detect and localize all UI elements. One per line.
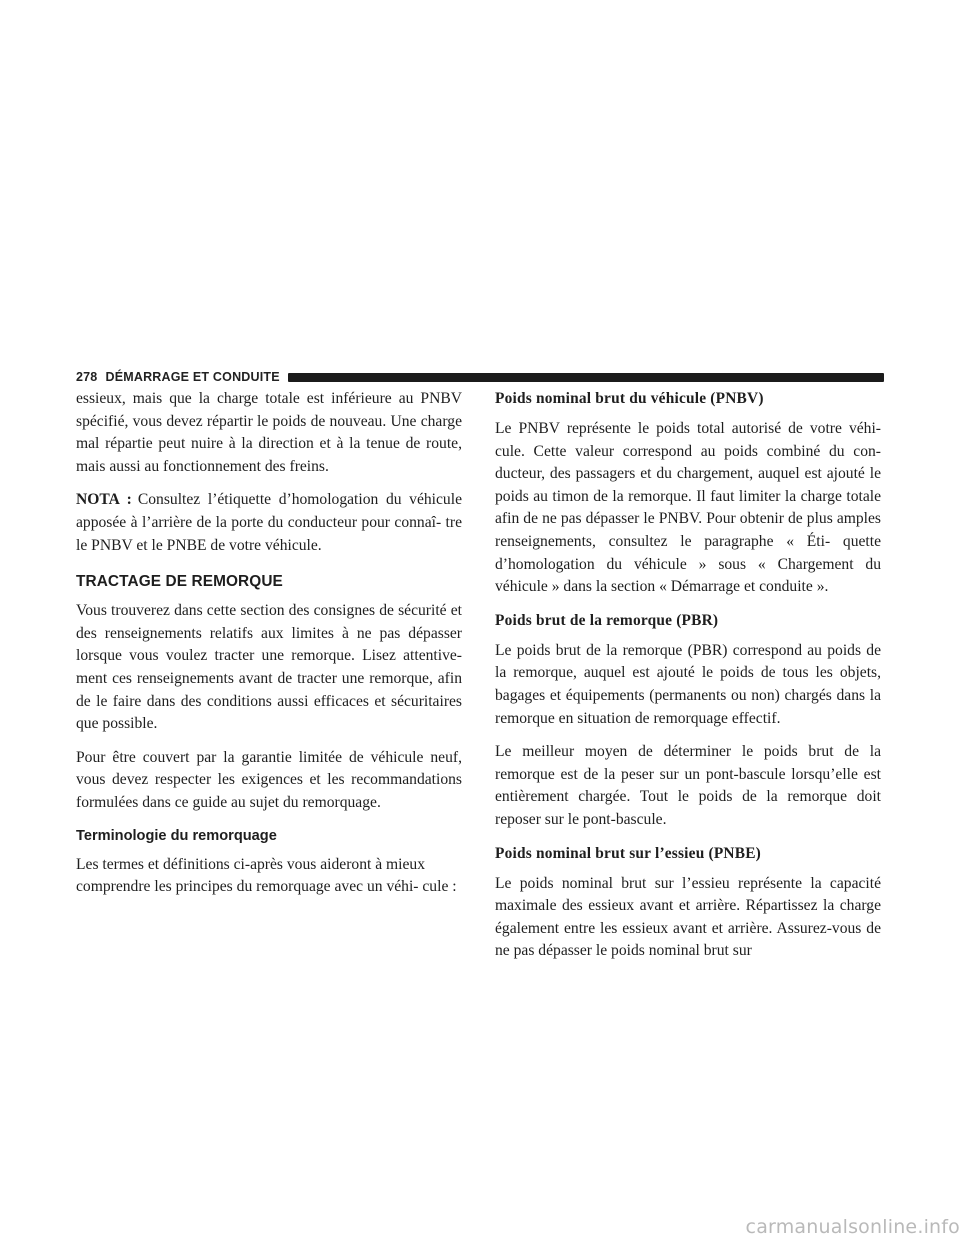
watermark: carmanualsonline.info [745, 1216, 960, 1238]
paragraph-pnbv: Le PNBV représente le poids total autorisé de votre véhi- cule. Cette valeur correspond au poids combiné du con- ducteur, des passagers et du chargement, auquel est ajouté le poids au timon de la remorque. Il faut limiter la charge totale afin de ne pas dépasser le PNBV. Pour obtenir de plus amples renseignements, consultez le paragraphe « Éti- quette d’homologation du véhicule » sous « Chargement du véhicule » dans la section « Démarrage et conduite ». [495, 420, 881, 596]
page-number: 278 [76, 370, 98, 384]
note-text: Consultez l’étiquette d’homologation du véhicule apposée à l’arrière de la porte du conducteur pour connaî- tre le PNBV et le PNBE de votre véhicule. [76, 491, 462, 554]
paragraph-warranty: Pour être couvert par la garantie limitée de véhicule neuf, vous devez respecter les exigences et les recommandations formulées dans ce guide au sujet du remorquage. [76, 748, 462, 811]
left-column [76, 388, 462, 910]
subheading-terminology: Terminologie du remorquage [76, 827, 277, 844]
right-column [495, 388, 881, 974]
paragraph-towing-intro: Vous trouverez dans cette section des consignes de sécurité et des renseignements relatifs aux limites à ne pas dépasser lorsque vous voulez tracter une remorque. Lisez attentive- ment ces renseignements avant de tracter une remorque, afin de le faire dans des conditions aussi efficaces et sécuritaires que possible. [76, 602, 462, 733]
page-header [76, 368, 884, 386]
heading-pnbe: Poids nominal brut sur l’essieu (PNBE) [495, 844, 761, 862]
paragraph-pbr-definition: Le poids brut de la remorque (PBR) correspond au poids de la remorque, auquel est ajouté le poids de tous les objets, bagages et équipements (permanents ou non) chargés dans la remorque en situation de remorquage effectif. [495, 641, 881, 727]
heading-trailer-towing: TRACTAGE DE REMORQUE [76, 573, 283, 591]
header-rule [288, 373, 884, 382]
paragraph-terminology-intro: Les termes et définitions ci-après vous aideront à mieux comprendre les principes du remorquage avec un véhi- cule : [76, 855, 457, 896]
note-paragraph [76, 489, 462, 557]
paragraph-pnbe: Le poids nominal brut sur l’essieu représente la capacité maximale des essieux avant et arrière. Répartissez la charge également entre les essieux avant et arrière. Assurez-vous de ne pas dépasser le poids nominal brut sur [495, 874, 881, 960]
paragraph-weight-distribution: essieux, mais que la charge totale est inférieure au PNBV spécifié, vous devez répartir le poids de nouveau. Une charge mal répartie peut nuire à la direction et à la tenue de route, mais aussi au fonctionnement des freins. [76, 390, 462, 475]
heading-pnbv: Poids nominal brut du véhicule (PNBV) [495, 390, 764, 407]
paragraph-pbr-weighing: Le meilleur moyen de déterminer le poids brut de la remorque est de la peser sur un pont-bascule lorsqu’elle est entièrement chargée. Tout le poids de la remorque doit reposer sur le pont-bascule. [495, 743, 881, 828]
note-label: NOTA : [76, 491, 132, 509]
section-title: DÉMARRAGE ET CONDUITE [105, 370, 280, 384]
heading-pbr: Poids brut de la remorque (PBR) [495, 611, 719, 629]
